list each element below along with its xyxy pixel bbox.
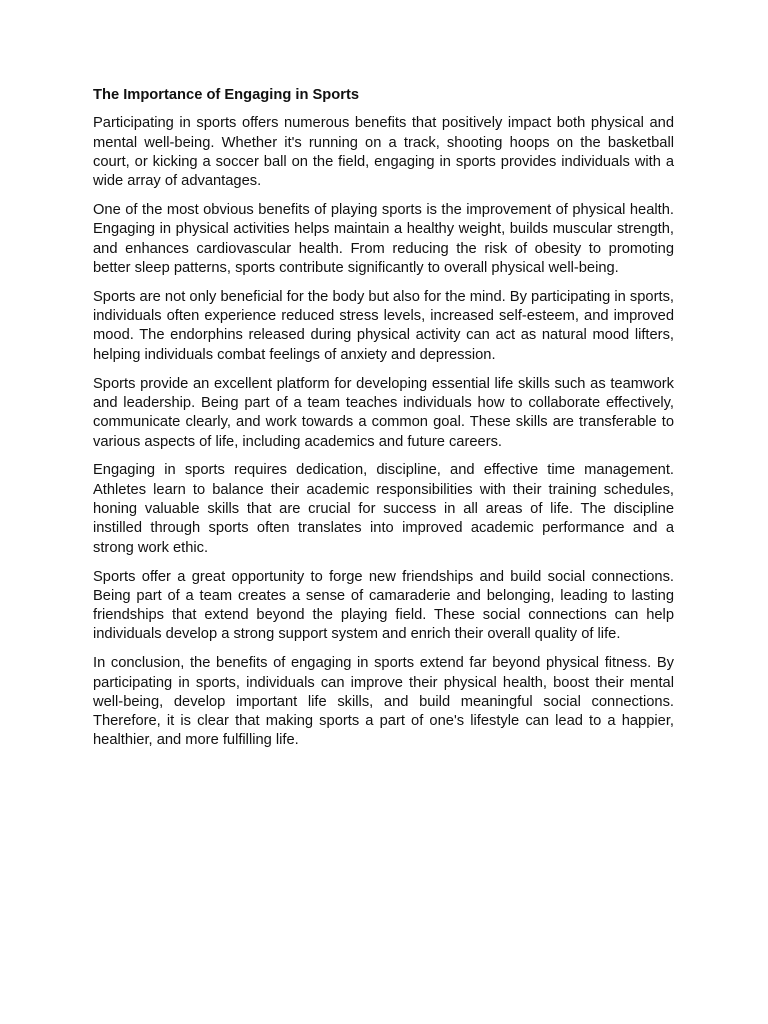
paragraph-mental-health: Sports are not only beneficial for the body but also for the mind. By participating in sports, individuals often experience reduced stress levels, increased self-esteem, and improved mood. The endorphins released during physical activity can act as natural mood lifters, helping individuals combat feelings of anxiety and depression. [93, 288, 674, 363]
paragraph-physical-health: One of the most obvious benefits of playing sports is the improvement of physical health. Engaging in physical activities helps maintain a healthy weight, builds muscular strength, and enhances cardiovascular health. From reducing the risk of obesity to promoting better sleep patterns, sports contribute significantly to overall physical well-being. [93, 202, 674, 276]
document-body [93, 86, 674, 760]
paragraph-conclusion: In conclusion, the benefits of engaging in sports extend far beyond physical fitness. By participating in sports, individuals can improve their physical health, boost their mental well-being, develop important life skills, and build meaningful social connections. Therefore, it is clear that making sports a part of one's lifestyle can lead to a happier, healthier, and more fulfilling life. [93, 655, 674, 749]
paragraph-social-connections: Sports offer a great opportunity to forge new friendships and build social connections. Being part of a team creates a sense of camaraderie and belonging, leading to lasting friendships that extend beyond the playing field. These social connections can help individuals develop a strong support system and enrich their overall quality of life. [93, 568, 674, 643]
paragraph-intro: Participating in sports offers numerous benefits that positively impact both physical and mental well-being. Whether it's running on a track, shooting hoops on the basketball court, or kicking a soccer ball on the field, engaging in sports provides individuals with a wide array of advantages. [93, 115, 674, 190]
paragraph-life-skills: Sports provide an excellent platform for developing essential life skills such as teamwork and leadership. Being part of a team teaches individuals how to collaborate effectively, communicate clearly, and work towards a common goal. These skills are transferable to various aspects of life, including academics and future careers. [93, 375, 674, 450]
paragraph-discipline: Engaging in sports requires dedication, discipline, and effective time management. Athletes learn to balance their academic responsibilities with their training schedules, honing valuable skills that are crucial for success in all areas of life. The discipline instilled through sports often translates into improved academic performance and a strong work ethic. [93, 462, 674, 556]
document-title: The Importance of Engaging in Sports [93, 87, 360, 103]
